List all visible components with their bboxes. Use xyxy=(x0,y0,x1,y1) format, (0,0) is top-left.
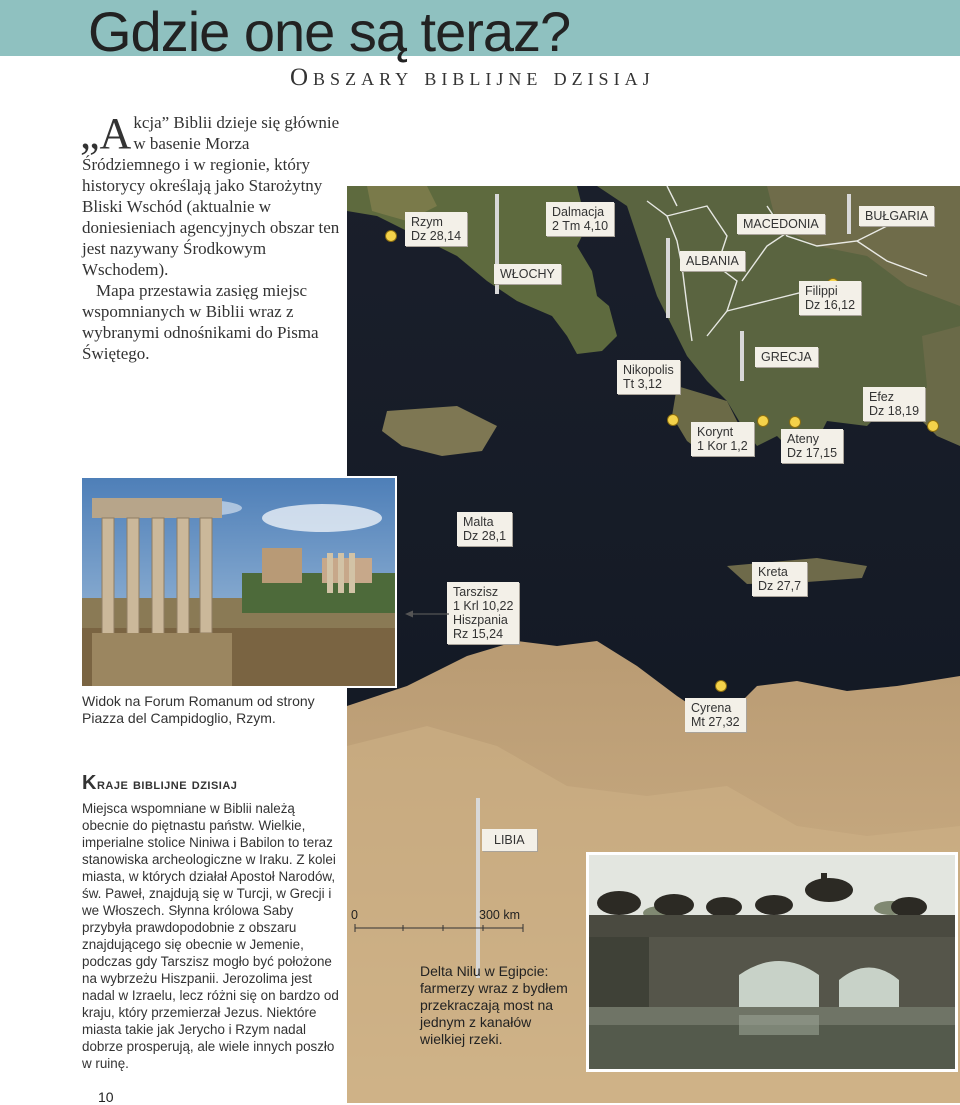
map-label-kreta xyxy=(752,562,807,596)
page-subtitle: Obszary biblijne dzisiaj xyxy=(290,64,655,91)
section-heading-rest: raje biblijne dzisiaj xyxy=(96,776,238,793)
page-title: Gdzie one są teraz? xyxy=(88,0,571,63)
label-line: WŁOCHY xyxy=(500,267,555,281)
map-label-nikopolis xyxy=(617,360,680,394)
label-line: Cyrena xyxy=(691,701,732,715)
label-line: 1 Kor 1,2 xyxy=(697,439,748,453)
offmap-arrow xyxy=(405,606,449,624)
city-dot-cyrena xyxy=(715,680,727,692)
map-label-cyrena xyxy=(685,698,746,732)
section-heading xyxy=(82,772,237,795)
city-dot-ateny xyxy=(789,416,801,428)
map-label-macedonia xyxy=(737,214,825,234)
label-line: Dalmacja xyxy=(552,205,605,219)
city-dot-korynt xyxy=(757,415,769,427)
label-line: 2 Tm 4,10 xyxy=(552,219,609,233)
map-label-libia xyxy=(482,829,537,851)
scale-end: 300 km xyxy=(479,908,520,922)
intro-paragraph-1: kcja” Biblii dzieje się głównie w basenie Morza Śródziemnego i w regionie, który historycy określają jako Starożytny Bliski Wschód (aktualnie w doniesieniach agencyjnych obszar ten jest nazywany Środkowym Wschodem). xyxy=(82,113,340,279)
forum-romanum-photo xyxy=(80,476,397,688)
label-line: Tarszisz xyxy=(453,585,499,599)
forum-romanum-image xyxy=(82,478,395,686)
label-line: Korynt xyxy=(697,425,734,439)
section-body: Miejsca wspomniane w Biblii należą obecnie do piętnastu państw. Wielkie, imperialne stolice Niniwa i Babilon to teraz stanowiska archeologiczne w Iraku. Z kolei miasta, w których działał Apostoł Narodów, św. Paweł, znajdują się w Turcji, w Grecji i we Włoszech. Słynna królowa Saby przybyła prawdopodobnie z obszaru znajdującego się obecnie w Jemenie, podczas gdy Tarszisz mogło być położone na wybrzeżu Hiszpanii. Jerozolima jest nadal w Izraelu, lecz różni się on bardzo od kraju, który przemierzał Jezus. Niektóre miasta takie jak Jerycho i Rzym nadal dobrze prosperują, ale wiele innych poszło w ruinę. xyxy=(82,801,339,1071)
scale-start: 0 xyxy=(351,908,358,922)
label-line: Rzym xyxy=(411,215,443,229)
label-line: Rz 15,24 xyxy=(453,627,504,641)
map-label-efez xyxy=(863,387,925,421)
map-label-ateny xyxy=(781,429,843,463)
label-line: BUŁGARIA xyxy=(865,209,929,223)
label-line: Dz 17,15 xyxy=(787,446,838,460)
label-line: Mt 27,32 xyxy=(691,715,740,729)
map-label-bulgaria xyxy=(859,206,934,226)
label-line: MACEDONIA xyxy=(743,217,819,231)
label-line: LIBIA xyxy=(494,833,525,847)
label-line: Nikopolis xyxy=(623,363,674,377)
section-heading-initial: K xyxy=(82,772,97,794)
map-label-grecja xyxy=(755,347,818,367)
forum-romanum-caption: Widok na Forum Romanum od strony Piazza del Campidoglio, Rzym. xyxy=(82,693,315,726)
map-label-malta xyxy=(457,512,512,546)
label-line: Hiszpania xyxy=(453,613,508,627)
label-line: Dz 28,1 xyxy=(463,529,507,543)
nile-delta-caption: Delta Nilu w Egipcie: farmerzy wraz z bydłem przekraczają most na jednym z kanałów wielkiej rzeki. xyxy=(420,963,568,1047)
nile-delta-photo xyxy=(586,852,958,1072)
map-pin xyxy=(666,238,670,318)
label-line: Dz 18,19 xyxy=(869,404,920,418)
map-label-filippi xyxy=(799,281,861,315)
label-line: Dz 28,14 xyxy=(411,229,462,243)
map-label-albania xyxy=(680,251,745,271)
map-label-rzym xyxy=(405,212,467,246)
map-label-wlochy xyxy=(494,264,561,284)
label-line: Dz 16,12 xyxy=(805,298,856,312)
city-dot-rzym xyxy=(385,230,397,242)
intro-dropcap: „A xyxy=(80,109,132,158)
label-line: Kreta xyxy=(758,565,788,579)
map-pin xyxy=(740,331,744,381)
city-dot-nikopolis xyxy=(667,414,679,426)
map-pin xyxy=(476,798,480,978)
label-line: Malta xyxy=(463,515,494,529)
city-dot-efez xyxy=(927,420,939,432)
map-label-tarszisz xyxy=(447,582,519,644)
page-number: 10 xyxy=(98,1089,114,1105)
label-line: Efez xyxy=(869,390,895,404)
nile-delta-image xyxy=(589,855,955,1069)
label-line: ALBANIA xyxy=(686,254,739,268)
map-pin xyxy=(847,194,851,234)
intro-text xyxy=(80,109,340,364)
intro-paragraph-2: Mapa przestawia zasięg miejsc wspomnianych w Biblii wraz z wybranymi odnośnikami do Pisma Świętego. xyxy=(82,281,319,363)
label-line: 1 Krl 10,22 xyxy=(453,599,514,613)
label-line: GRECJA xyxy=(761,350,812,364)
map-label-korynt xyxy=(691,422,754,456)
map-label-dalmacja xyxy=(546,202,614,236)
map-scale-bar xyxy=(353,910,533,941)
arrow-left-icon xyxy=(405,609,449,619)
label-line: Tt 3,12 xyxy=(623,377,662,391)
label-line: Ateny xyxy=(787,432,819,446)
label-line: Dz 27,7 xyxy=(758,579,802,593)
label-line: Filippi xyxy=(805,284,838,298)
